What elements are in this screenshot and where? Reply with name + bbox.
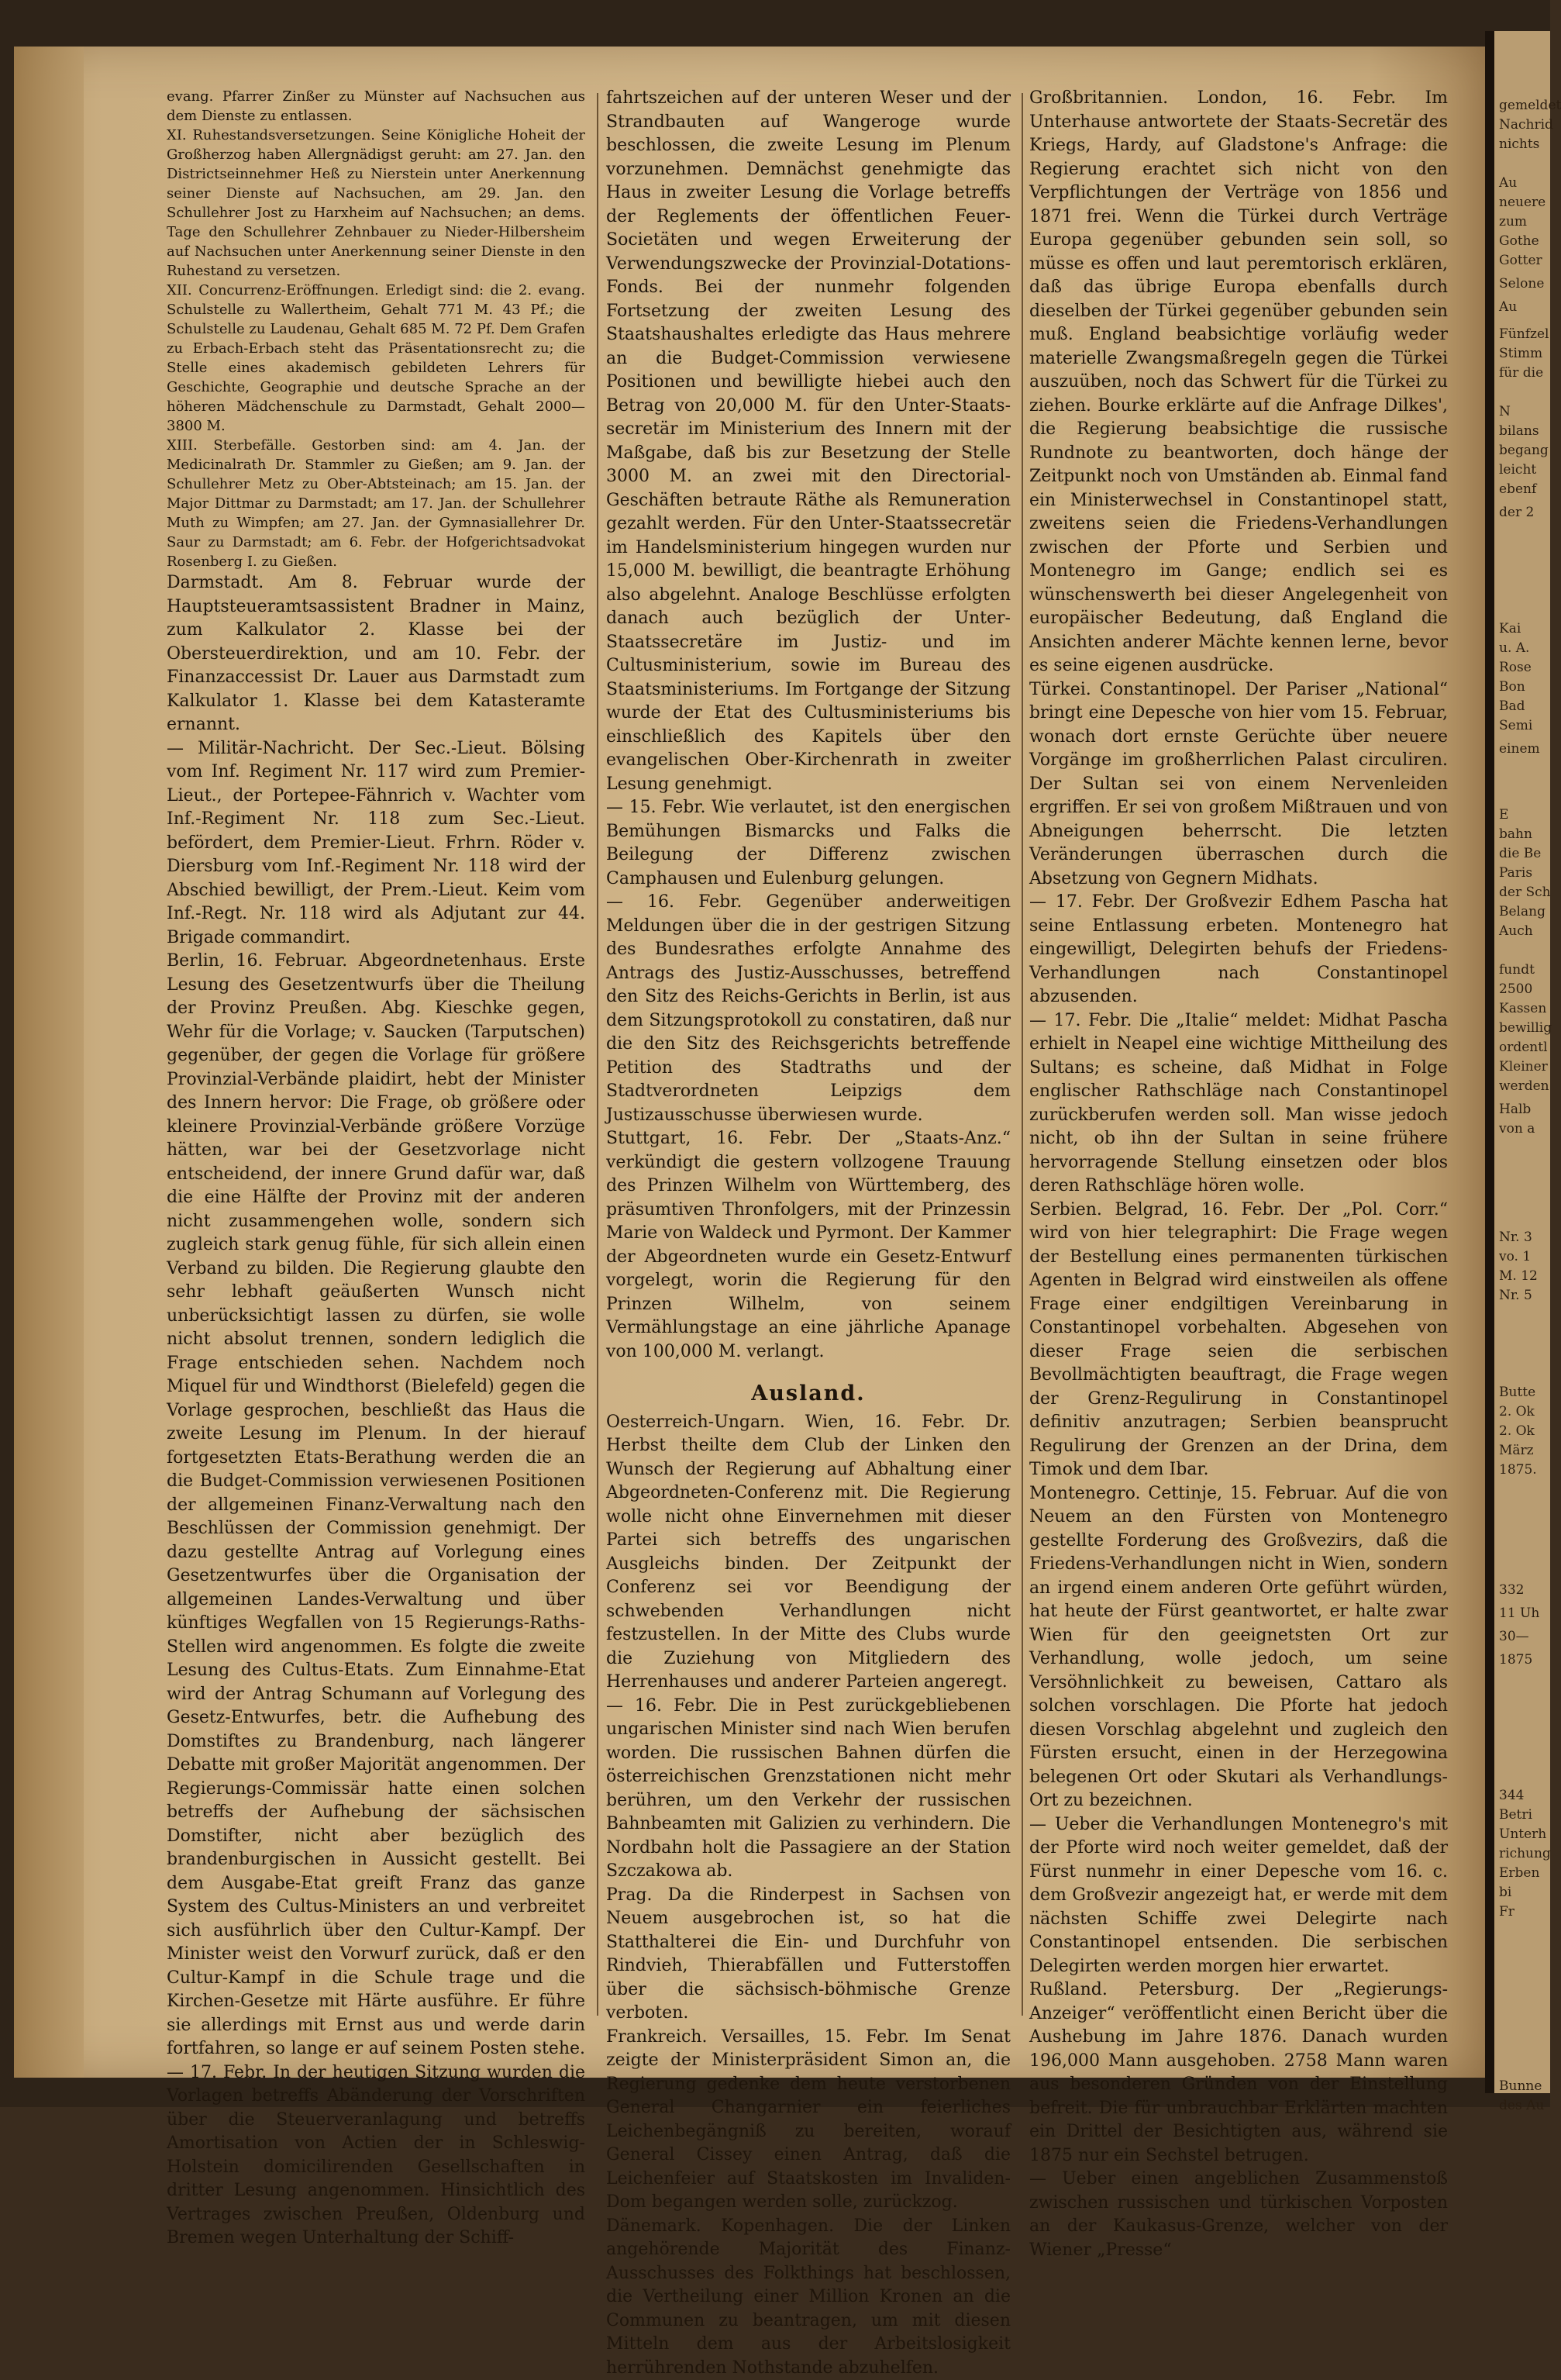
col2-para-8: Frankreich. Versailles, 15. Febr. Im Senat zeigte der Ministerpräsident Simon an, die Regierung gedenke dem heute verstorbenen General Changarnier ein feierliches Leichenbegängniß zu bereiten, worauf General Cissey einen Antrag, daß die Leichenfeier auf Staatskosten im Invaliden-Dom begangen werden solle, zurückzog. — [606, 2026, 1011, 2215]
adjacent-page-fragment: Fr — [1499, 1903, 1514, 1920]
col3-para-2: Türkei. Constantinopel. Der Pariser „National“ bringt eine Depesche von hier vom 15. Februar, wonach dort ernste Gerüchte über neuere Vorgänge im großherrlichen Palast circuliren. Der Sultan sei von einem Nervenleiden ergriffen. Er sei von großem Mißtrauen und von Abneigungen beherrscht. Die letzten Veränderungen überraschen durch die Absetzung von Gegnern Midhats. — [1029, 678, 1448, 892]
column-1 — [167, 87, 585, 2251]
adjacent-page-fragment: Kai — [1499, 620, 1521, 637]
col1-para-6: — Militär-Nachricht. Der Sec.-Lieut. Bölsing vom Inf. Regiment Nr. 117 wird zum Premier-Lieut., der Portepee-Fähnrich v. Wachter vom Inf.-Regiment Nr. 118 zum Sec.-Lieut. befördert, dem Premier-Lieut. Frhrn. Röder v. Diersburg vom Inf.-Regiment Nr. 118 wird der Abschied bewilligt, der Prem.-Lieut. Keim vom Inf.-Regt. Nr. 118 wird als Adjutant zur 44. Brigade commandirt. — [167, 737, 585, 950]
adjacent-page-fragment: Bad — [1499, 698, 1525, 715]
column-3 — [1029, 87, 1448, 2262]
adjacent-page-fragment: u. A. — [1499, 640, 1529, 657]
adjacent-page-fragment: 2. Ok — [1499, 1403, 1535, 1420]
adjacent-page-fragment: einem — [1499, 740, 1540, 757]
adjacent-page-fragment: des Au — [1499, 2097, 1544, 2114]
adjacent-page-fragment: Gotter — [1499, 252, 1542, 269]
adjacent-page-fragment: E — [1499, 806, 1508, 823]
adjacent-page-fragment: für die — [1499, 364, 1543, 381]
adjacent-page-fragment: 2500 — [1499, 981, 1532, 998]
adjacent-page-fragment: Nachrid — [1499, 116, 1553, 133]
adjacent-page-fragment: begang — [1499, 442, 1549, 459]
adjacent-page-fragment: 30— — [1499, 1628, 1529, 1645]
adjacent-page-fragment: Nr. 5 — [1499, 1287, 1532, 1304]
column-rule-1 — [597, 93, 598, 2016]
adjacent-page-fragment: 1875 — [1499, 1651, 1532, 1668]
adjacent-page-fragment: nichts — [1499, 136, 1539, 153]
adjacent-page-fragment: M. 12 — [1499, 1268, 1538, 1285]
adjacent-page-fragment: richung — [1499, 1845, 1551, 1862]
adjacent-page-fragment: N — [1499, 403, 1511, 420]
adjacent-page-fragment: Rose — [1499, 659, 1532, 676]
col2-para-6: — 16. Febr. Die in Pest zurückgebliebenen ungarischen Minister sind nach Wien berufen worden. Die russischen Bahnen dürfen die österreichischen Grenzstationen nicht mehr berühren, um den Verkehr der russischen Bahnbeamten mit Galizien zu verhindern. Die Nordbahn holt die Passagiere an der Station Szczakowa ab. — [606, 1695, 1011, 1884]
adjacent-page-fragment: Halb — [1499, 1101, 1531, 1118]
adjacent-page-fragment: neuere — [1499, 194, 1545, 211]
adjacent-page-fragment: bewillig — [1499, 1019, 1552, 1037]
adjacent-page-fragment: leicht — [1499, 461, 1536, 478]
col3-para-3: — 17. Febr. Der Großvezir Edhem Pascha hat seine Entlassung erbeten. Montenegro hat eingewilligt, Delegirten behufs der Friedens-Verhandlungen nach Constantinopel abzusenden. — [1029, 891, 1448, 1009]
adjacent-page-fragment: 2. Ok — [1499, 1423, 1535, 1440]
adjacent-page-fragment: März — [1499, 1442, 1534, 1459]
adjacent-page-fragment: 1875. — [1499, 1461, 1537, 1478]
adjacent-page-fragment: zum — [1499, 213, 1527, 230]
adjacent-page-fragment: Kassen — [1499, 1000, 1546, 1017]
col3-para-5: Serbien. Belgrad, 16. Febr. Der „Pol. Corr.“ wird von hier telegraphirt: Die Frage wegen der Bestellung eines permanenten türkischen Agenten in Belgrad wird einstweilen als offene Frage einer endgiltigen Vereinbarung in Constantinopel vorbehalten. Abgesehen von dieser Frage seien die serbischen Bevollmächtigten beauftragt, die Frage wegen der Grenz-Regulirung in Constantinopel definitiv anzutragen; Serbien beansprucht Regulirung der Grenzen an der Drina, dem Timok und dem Ibar. — [1029, 1199, 1448, 1482]
adjacent-page-fragment: Bunne — [1499, 2078, 1542, 2095]
adjacent-page-fragment: fundt — [1499, 961, 1535, 978]
col3-para-7: — Ueber die Verhandlungen Montenegro's mit der Pforte wird noch weiter gemeldet, daß der Fürst nunmehr in einer Depesche vom 16. c. dem Großvezir angezeigt hat, er werde mit dem nächsten Schiffe zwei Delegirte nach Constantinopel entsenden. Die serbischen Delegirten werden morgen hier erwartet. — [1029, 1813, 1448, 1979]
adjacent-page-fragment: Bon — [1499, 678, 1525, 695]
adjacent-page-fragment: 11 Uh — [1499, 1605, 1539, 1622]
adjacent-page-fragment: Belang — [1499, 903, 1545, 920]
col2-para-9: Dänemark. Kopenhagen. Die der Linken angehörende Majorität des Finanz-Ausschusses des Folkthings hat beschlossen, die Vertheilung einer Million Kronen an die Communen zu beantragen, um mit diesen Mitteln dem aus der Arbeitslosigkeit herrührenden Nothstande abzuhelfen. — [606, 2215, 1011, 2380]
adjacent-page-fragment: Erben — [1499, 1864, 1539, 1882]
col1-para-2: XI. Ruhestandsversetzungen. Seine Königliche Hoheit der Großherzog haben Allergnädigst geruht: am 27. Jan. den Districtseinnehmer Heß zu Nierstein unter Anerkennung seiner Dienste auf Nachsuchen, am 29. Jan. den Schullehrer Jost zu Harxheim auf Nachsuchen; an dems. Tage den Schullehrer Zehnbauer zu Nieder-Hilbersheim auf Nachsuchen unter Anerkennung seiner Dienste in den Ruhestand zu versetzen. — [167, 126, 585, 281]
adjacent-page-fragment: Betri — [1499, 1806, 1532, 1823]
adjacent-page-fragment: Kleiner — [1499, 1058, 1548, 1075]
adjacent-page-fragment: Paris — [1499, 864, 1532, 881]
adjacent-page-fragment: bi — [1499, 1884, 1511, 1901]
adjacent-page-fragment: ebenf — [1499, 481, 1536, 498]
adjacent-page-fragment: Nr. 3 — [1499, 1229, 1532, 1246]
adjacent-page-fragment: ordentl — [1499, 1039, 1548, 1056]
adjacent-page-fragment: bilans — [1499, 423, 1539, 440]
adjacent-page-fragment: von a — [1499, 1120, 1535, 1137]
adjacent-page-fragment: Selone — [1499, 275, 1544, 292]
adjacent-page-fragment: Auch — [1499, 923, 1533, 940]
col1-para-5: Darmstadt. Am 8. Februar wurde der Hauptsteueramtsassistent Bradner in Mainz, zum Kalkulator 2. Klasse bei der Obersteuerdirektion, und am 10. Febr. der Finanzaccessist Dr. Lauer aus Darmstadt zum Kalkulator 1. Klasse bei dem Katasteramte ernannt. — [167, 571, 585, 737]
col2-para-3: — 16. Febr. Gegenüber anderweitigen Meldungen über die in der gestrigen Sitzung des Bundesrathes erfolgte Annahme des Antrags des Justiz-Ausschusses, betreffend den Sitz des Reichs-Gerichts in Berlin, ist aus dem Sitzungsprotokoll zu constatiren, daß nur die den Sitz des Reichsgerichts betreffende Petition des Stadtraths und der Stadtverordneten Leipzigs dem Justizausschusse überwiesen wurde. — [606, 891, 1011, 1127]
page-edge-shadow — [14, 47, 84, 2078]
adjacent-page-strip — [1494, 31, 1550, 2093]
adjacent-page-fragment: 344 — [1499, 1787, 1524, 1804]
adjacent-page-fragment: Gothe — [1499, 233, 1539, 250]
column-rule-2 — [1022, 93, 1023, 2016]
adjacent-page-fragment: Stimm — [1499, 345, 1542, 362]
adjacent-page-fragment: der 2 — [1499, 504, 1534, 521]
col3-para-8: Rußland. Petersburg. Der „Regierungs-Anzeiger“ veröffentlicht einen Bericht über die Aushebung im Jahre 1876. Danach wurden 196,000 Mann ausgehoben. 2758 Mann waren aus besonderen Gründen von der Einstellung befreit. Die für unbrauchbar Erklärten machten ein Drittel der Besichtigten aus, während sie 1875 nur ein Sechstel betrugen. — [1029, 1978, 1448, 2168]
adjacent-page-fragment: Butte — [1499, 1384, 1535, 1401]
adjacent-page-fragment: die Be — [1499, 845, 1541, 862]
adjacent-page-fragment: bahn — [1499, 826, 1532, 843]
col3-para-6: Montenegro. Cettinje, 15. Februar. Auf die von Neuem an den Fürsten von Montenegro gestellte Forderung des Großvezirs, daß die Friedens-Verhandlungen nicht in Wien, sondern an irgend einem anderen Orte geführt würden, hat heute der Fürst geantwortet, er halte zwar Wien für den geeignetsten Ort zur Verhandlung, wolle jedoch, um seine Versöhnlichkeit zu beweisen, Cattaro als solchen vorschlagen. Die Pforte hat jedoch diesen Vorschlag abgelehnt und zugleich den Fürsten ersucht, einen in der Herzegowina belegenen Ort oder Skutari als Verhandlungs-Ort zu bezeichnen. — [1029, 1482, 1448, 1813]
adjacent-page-fragment: der Sch — [1499, 884, 1551, 901]
col2-para-2: — 15. Febr. Wie verlautet, ist den energischen Bemühungen Bismarcks und Falks die Beilegung der Differenz zwischen Camphausen und Eulenburg gelungen. — [606, 796, 1011, 891]
col1-para-1: evang. Pfarrer Zinßer zu Münster auf Nachsuchen aus dem Dienste zu entlassen. — [167, 87, 585, 126]
col3-para-9: — Ueber einen angeblichen Zusammenstoß zwischen russischen und türkischen Vorposten an der Kaukasus-Grenze, welcher von der Wiener „Presse“ — [1029, 2168, 1448, 2262]
adjacent-page-fragment: gemeldet — [1499, 97, 1561, 114]
col3-para-4: — 17. Febr. Die „Italie“ meldet: Midhat Pascha erhielt in Neapel eine wichtige Mittheilung des Sultans; es scheine, daß Midhat in Folge englischer Rathschläge nach Constantinopel zurückberufen werden soll. Man wisse jedoch nicht, ob ihn der Sultan in seine frühere hervorragende Stellung einsetzen oder blos deren Rathschläge hören wolle. — [1029, 1009, 1448, 1199]
adjacent-page-fragment: Fünfzel — [1499, 326, 1549, 343]
adjacent-page-fragment: Au — [1499, 174, 1517, 191]
col2-para-4: Stuttgart, 16. Febr. Der „Staats-Anz.“ verkündigt die gestern vollzogene Trauung des Prinzen Wilhelm von Württemberg, des präsumtiven Thronfolgers, mit der Prinzessin Marie von Waldeck und Pyrmont. Der Kammer der Abgeordneten wurde ein Gesetz-Entwurf vorgelegt, worin die Regierung für den Prinzen Wilhelm, von seinem Vermählungstage an eine jährliche Apanage von 100,000 M. verlangt. — [606, 1127, 1011, 1364]
adjacent-page-fragment: 332 — [1499, 1581, 1524, 1599]
col3-para-1: Großbritannien. London, 16. Febr. Im Unterhause antwortete der Staats-Secretär des Kriegs, Hardy, auf Gladstone's Anfrage: die Regierung erachtet sich nicht von den Verpflichtungen der Verträge von 1856 und 1871 frei. Wenn die Türkei durch Verträge Europa gegenüber gebunden sein soll, so müsse es offen und laut peremtorisch erklären, daß das übrige Europa ebenfalls durch dieselben der Türkei gegenüber gebunden sein muß. England beabsichtige vorläufig weder materielle Zwangsmaßregeln gegen die Türkei auszuüben, noch das Schwert für die Türkei zu ziehen. Bourke erklärte auf die Anfrage Dilkes', die Regierung beabsichtige die russische Rundnote zu beantworten, doch hänge der Zeitpunkt noch von Umständen ab. Einmal fand ein Ministerwechsel in Constantinopel statt, zweitens seien die Friedens-Verhandlungen zwischen der Pforte und Serbien und Montenegro im Gange; endlich sei es wünschenswerth bei dieser Angelegenheit von europäischer Bedeutung, daß England die Ansichten anderer Mächte kennen lerne, bevor es seine eigenen ausdrücke. — [1029, 87, 1448, 678]
col2-para-5: Oesterreich-Ungarn. Wien, 16. Febr. Dr. Herbst theilte dem Club der Linken den Wunsch der Regierung auf Abhaltung einer Abgeordneten-Conferenz mit. Die Regierung wolle nicht ohne Einvernehmen mit dieser Partei sich betreffs des ungarischen Ausgleichs binden. Der Zeitpunkt der Conferenz sei vor Beendigung der schwebenden Verhandlungen nicht festzustellen. In der Mitte des Clubs wurde die Zuziehung von Mitgliedern des Herrenhauses und anderer Parteien angeregt. — [606, 1411, 1011, 1695]
adjacent-page-fragment: werden — [1499, 1078, 1549, 1095]
col1-para-3: XII. Concurrenz-Eröffnungen. Erledigt sind: die 2. evang. Schulstelle zu Wallertheim, Gehalt 771 M. 43 Pf.; die Schulstelle zu Laudenau, Gehalt 685 M. 72 Pf. Dem Grafen zu Erbach-Erbach steht das Präsentationsrecht zu; die Stelle eines akademisch gebildeten Lehrers für Geschichte, Geographie und deutsche Sprache an der höheren Mädchenschule zu Darmstadt, Gehalt 2000—3800 M. — [167, 281, 585, 436]
col1-para-4: XIII. Sterbefälle. Gestorben sind: am 4. Jan. der Medicinalrath Dr. Stammler zu Gießen; am 9. Jan. der Schullehrer Metz zu Ober-Abtsteinach; am 15. Jan. der Major Dittmar zu Darmstadt; am 17. Jan. der Schullehrer Muth zu Wimpfen; am 27. Jan. der Gymnasiallehrer Dr. Saur zu Darmstadt; am 6. Febr. der Hofgerichtsadvokat Rosenberg I. zu Gießen. — [167, 436, 585, 571]
col2-para-7: Prag. Da die Rinderpest in Sachsen von Neuem ausgebrochen ist, so hat die Statthalterei die Ein- und Durchfuhr von Rindvieh, Thierabfällen und Futterstoffen über die sächsisch-böhmische Grenze verboten. — [606, 1884, 1011, 2026]
book-gutter — [1485, 31, 1494, 2093]
adjacent-page-fragment: vo. 1 — [1499, 1248, 1531, 1265]
column-2 — [606, 87, 1011, 2380]
col1-para-7: Berlin, 16. Februar. Abgeordnetenhaus. Erste Lesung des Gesetzentwurfs über die Theilung der Provinz Preußen. Abg. Kieschke gegen, Wehr für die Vorlage; v. Saucken (Tarputschen) gegenüber, der gegen die Vorlage für größere Provinzial-Verbände plaidirt, hebt der Minister des Innern hervor: Die Frage, ob größere oder kleinere Provinzial-Verbände größere Vorzüge hätten, war bei der Gesetzvorlage nicht entscheidend, der innere Grund dafür war, daß die eine Hälfte der Provinz mit der anderen nicht zusammengehen wolle, sondern sich zugleich stark genug fühle, für sich allein einen Verband zu bilden. Die Regierung glaubte den sehr lebhaft geäußerten Wunsch nicht unberücksichtigt lassen zu dürfen, sie wolle nicht absolut trennen, sondern lediglich die Frage entschieden sehen. Nachdem noch Miquel für und Windthorst (Bielefeld) gegen die Vorlage gesprochen, beschließt das Haus die zweite Lesung im Plenum. In der hierauf fortgesetzten Etats-Berathung werden die an die Budget-Commission verwiesenen Positionen der allgemeinen Finanz-Verwaltung nach den Beschlüssen der Commission genehmigt. Der dazu gestellte Antrag auf Vorlegung eines Gesetzentwurfes über die Organisation der allgemeinen Landes-Verwaltung und über künftiges Wegfallen von 15 Regierungs-Raths-Stellen wird angenommen. Es folgte die zweite Lesung des Cultus-Etats. Zum Einnahme-Etat wird der Antrag Schumann auf Vorlegung des Gesetz-Entwurfes, betr. die Aufhebung des Domstiftes zu Brandenburg, nach längerer Debatte mit großer Majorität angenommen. Der Regierungs-Commissär hatte einen solchen betreffs der Aufhebung der sächsischen Domstifter, nicht aber bezüglich des brandenburgischen in Aussicht gestellt. Bei dem Ausgabe-Etat greift Franz das ganze System des Cultus-Ministers an und verbreitet sich ausführlich über den Cultur-Kampf. Der Minister weist den Vorwurf zurück, daß er den Cultur-Kampf in die Schule trage und die Kirchen-Gesetze mit Härte ausführe. Er führe sie allerdings mit Ernst aus und werde darin fortfahren, so lange er auf seinem Posten stehe. — 17. Febr. In der heutigen Sitzung wurden die Vorlagen betreffs Abänderung der Vorschriften über die Steuerveranlagung und betreffs Amortisation von Actien der in Schleswig-Holstein domicilirenden Gesellschaften in dritter Lesung angenommen. Hinsichtlich des Vertrages zwischen Preußen, Oldenburg und Bremen wegen Unterhaltung der Schiff- — [167, 950, 585, 2251]
adjacent-page-fragment: Semi — [1499, 717, 1532, 734]
adjacent-page-fragment: Au — [1499, 298, 1517, 316]
col2-para-1: fahrtszeichen auf der unteren Weser und der Strandbauten auf Wangeroge wurde beschlossen, die zweite Lesung im Plenum vorzunehmen. Demnächst genehmigte das Haus in zweiter Lesung die Vorlage betreffs der Reglements der öffentlichen Feuer-Societäten und wegen Erweiterung der Verwendungszwecke der Provinzial-Dotations-Fonds. Bei der nunmehr folgenden Fortsetzung der zweiten Lesung des Staatshaushaltes erledigte das Haus mehrere an die Budget-Commission verwiesene Positionen und bewilligte hiebei auch den Betrag von 20,000 M. für den Unter-Staats-secretär im Ministerium des Innern mit der Maßgabe, daß bis zur Besetzung der Stelle 3000 M. an zwei mit den Directorial-Geschäften betraute Räthe als Remuneration gezahlt werden. Für den Unter-Staatssecretär im Handelsministerium hingegen wurden nur 15,000 M. bewilligt, die beantragte Erhöhung also abgelehnt. Analoge Beschlüsse erfolgten danach auch bezüglich der Unter-Staatssecretäre im Justiz- und im Cultusministerium, sowie im Bureau des Staatsministeriums. Im Fortgange der Sitzung wurde der Etat des Cultusministeriums bis einschließlich des Kapitels über den evangelischen Ober-Kirchenrath in zweiter Lesung genehmigt. — [606, 87, 1011, 796]
adjacent-page-fragment: Unterh — [1499, 1826, 1546, 1843]
ausland-heading: Ausland. — [606, 1382, 1011, 1406]
